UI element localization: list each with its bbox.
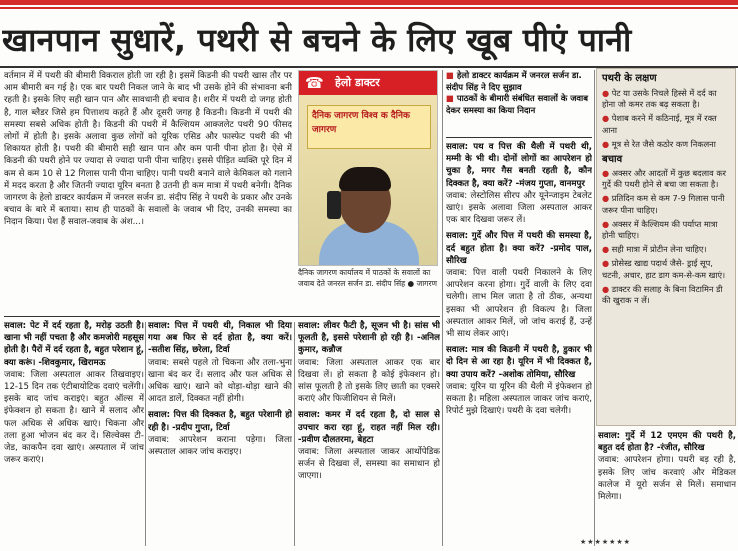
question: सवाल: गुर्दे और पित्त में पथरी की समस्या है, दर्द बहुत होता है। क्या करें? -प्रमोद पाल, सौरिख [446, 231, 592, 266]
answer: जवाब: पित्त वाली पथरी निकालने के लिए आपरेशन करना होगा। गुर्दे वाली के लिए दवा चलेगी। लाभ मिल जाता है तो ठीक, अन्यथा इसका भी आपरेशन ही विकल्प है। जिला अस्पताल आकर मिलें, जो जांच कराई हैं, उन्हें भी साथ लेकर आएं। [446, 268, 592, 340]
question: सवाल: पित्त की दिक्कत है, बहुत परेशानी हो रही है। -प्रदीप गुप्ता, टिर्वा [148, 410, 292, 433]
helo-doctor-banner [299, 71, 438, 95]
answer: जवाब: सबसे पहले तो चिकना और तला-भुना खाना बंद कर दें। सलाद और फल अधिक से अधिक खाएं। खाने को थोड़ा-थोड़ा खाने की आदत डालें, दिक्कत नहीं होगी। [148, 357, 292, 405]
bullet-icon: ● [602, 283, 612, 294]
photo-sign-text: दैनिक जागरण विश्व क दैनिक जागरण [307, 105, 431, 149]
summary-points [446, 70, 592, 136]
prevention-item: ● डाक्टर की सलाह के बिना विटामिन डी की खुराक न लें। [602, 283, 723, 306]
symptom-item: ● मूत्र से रेत जैसे कठोर कण निकलना [602, 138, 716, 149]
answer: जवाब: जिला अस्पताल आकर तिखवाइए। 12-15 दिन तक एंटीबायोटिक दवाएं चलेंगी। इसके बाद जांच कराइएं। बहुत ऑल्स में इंफेक्शन हो सकता है। खाने में सलाद और फल अधिक से अधिक खाएं। चिकना और तला हुआ भोजन बंद कर दें। सिल्वेक्स टी-जेड, काकपैन दवा खाएं। अस्पताल में जांच जरूर कराएं। [4, 369, 144, 466]
qa-column-3 [298, 320, 440, 548]
symptom-item: ● पेट या उसके निचले हिस्से में दर्द का होना जो कमर तक बढ़ सकता है। [602, 88, 717, 110]
prevention-item: ● अक्सर में कैल्शियम की पर्याप्त मात्रा होनी चाहिए। [602, 218, 718, 241]
page-headline: खानपान सुधारें, पथरी से बचने के लिए खूब पीएं पानी [2, 21, 632, 59]
qa-column-2 [148, 320, 292, 548]
section-rule [4, 316, 440, 317]
question: सवाल: गुर्दे में 12 एमएम की पथरी है, बहुत दर्द होता है? -रंजीत, सौरिख [598, 431, 736, 454]
bullet-icon: ■ [446, 93, 457, 103]
column-divider [145, 322, 146, 546]
answer: जवाब: जिला अस्पताल जाकर आर्थोपेडिक सर्जन से दिखवा लें, समस्या का समाधान हो जाएगा। [298, 447, 440, 482]
summary-rule [446, 137, 592, 138]
intro-article [4, 70, 292, 315]
bullet-icon: ● [602, 193, 612, 204]
mobile-phone-icon [327, 191, 341, 219]
bullet-icon: ● [602, 138, 612, 149]
prevention-item: ● सही मात्रा में प्रोटीन लेना चाहिए। [602, 244, 707, 255]
prevention-title: बचाव [602, 154, 623, 166]
bullet-icon: ● [602, 113, 612, 124]
top-red-rule [0, 0, 738, 5]
intro-text: वर्तमान में में पथरी की बीमारी विकराल होती जा रही है। इसमें किडनी की पथरी खास तौर पर आम बीमारी बन गई है। एक बार पथरी निकल जाने के बाद भी उसके होने की संभावना बनी रहती है। इसके लिए सही खान पान और सावधानी ही बचाव है। शरीर में पथरी दो जगह होती है, गाल ब्लैडर जिसे हम पित्ताशय कहते हैं और दूसरी जगह है किडनी। किडनी में पथरी की समस्या सबसे अधिक होती है। किडनी की पथरी में कैल्शियम आक्जलेट पथरी 90 फीसद लोगों में होती है। इसके अलावा कुछ लोगों को यूरिक एसिड और फास्फेट पथरी की भी शिकायत होती है। पथरी की बीमारी सही खान पान और कम पानी पीना होता है। ऐसे में किडनी की पथरी होने पर ज्यादा से ज्यादा पानी पीना चाहिए। इससे पीड़ित व्यक्ति पूरे दिन में कम से कम 10 से 12 गिलास पानी पीना चाहिए। पानी पथरी बनाने वाले केमिकल को गलाने में मदद करता है और जितनी ज्यादा यूरिन बनता है उतनी ही कम मात्रा में पथरी बनेगी। दैनिक जागरण के हेलो डाक्टर कार्यक्रम में जनरल सर्जन डा. संदीप सिंह ने पथरी के प्रकार और उनके बचाव के बारे में बताया। साथ ही पाठकों के सवालों के जवाब भी दिए, उनकी समस्या का निदान किया। पेश हैं सवाल-जवाब के अंश...। [4, 71, 292, 228]
qa-column-4 [446, 141, 592, 548]
answer: जवाब: यूरिन या यूरिन की थैली में इंफेक्शन हो सकता है। महिला अस्पताल जाकर जांच कराएं, रिपोर्ट मुझे दिखाएं। पथरी के दवा चलेगी। [446, 381, 592, 417]
question: सवाल: लीवर फैटी है, सूजन भी है। सांस भी फूलती है, इससे परेशानी हो रही है। -अनिल कुमार, कन्नौज [298, 321, 440, 356]
answer: जवाब: जिला अस्पताल आकर एक बार दिखवा लें। हो सकता है कोई इंफेक्शन हो। सांस फूलती है तो इसके लिए छाती का एक्सरे कराएं और फिजीशियन से मिलें। [298, 357, 440, 405]
question: सवाल: पित्त में पथरी थी, निकाल भी दिया गया अब फिर से दर्द होता है, क्या करें। -सतीश सिंह, छरेला, टिर्वा [148, 321, 292, 356]
symptoms-sidebar [596, 68, 736, 426]
bullet-icon: ● [602, 258, 612, 269]
symptom-item: ● पेशाब करने में कठिनाई, मूत्र में रक्त आना [602, 113, 717, 135]
question: सवाल: मात्र की किडनी में पथरी है, डुकार भी दो दिन से आ रहा है। यूरिन में भी दिक्कत है, क्या उपाय करें? -अशोक तोमिया, सौरिख [446, 345, 592, 380]
prevention-item: ● प्रतिदिन कम से कम 7-9 गिलास पानी जरूर पीना चाहिए। [602, 193, 725, 215]
bullet-icon: ● [602, 218, 612, 229]
question: सवाल: पेट में दर्द रहता है, मरोड़ उठती है। खाना भी नहीं पचता है और कमजोरी महसूस होती है। पैरों में दर्द रहता है, बहुत परेशान हूं, क्या करूं। -शिवकुमार, खिरामऊ [4, 321, 144, 368]
symptoms-title: पथरी के लक्षण [602, 73, 657, 84]
prevention-item: ● अक्सर और आदतों में कुछ बदलाव कर गुर्दे की पथरी होने से बचा जा सकता है। [602, 168, 726, 190]
answer: जवाब: आपरेशन होगा। पथरी बड़ रही है, इसके लिए जांच करवाएं और मेडिकल कालेज में यूरो सर्जन से मिलें। समाधान मिलेगा। [598, 455, 736, 503]
footer-marks: ★★★★★★★ [580, 538, 631, 546]
photo-caption: दैनिक जागरण कार्यालय में पाठकों के सवालों का जवाब देते जनरल सर्जन डा. संदीप सिंह ● जागरण [298, 268, 438, 288]
prevention-item: ● प्रोसेस्ड खाद्य पदार्थ जैसे- ड्राई सूप, चटनी, अचार, हाट डाग कम-से-कम खाएं। [602, 258, 726, 280]
question: सवाल: कमर में दर्द रहता है, दो साल से उपचार करा रहा हूं, राहत नहीं मिल रही। -प्रवीण दौलतरमा, बेहटा [298, 410, 440, 445]
phone-icon: ☎ [305, 74, 324, 92]
qa-column-5 [598, 430, 736, 548]
column-divider [442, 70, 443, 546]
answer: जवाब: लेस्टोलिस सीरप और यूनेन्जाइम टेबलेट खाएं। इसके अलावा जिला अस्पताल आकर एक बार दिखवा जरूर लें। [446, 190, 592, 226]
doctor-photo [298, 70, 438, 266]
summary-point: ■ हेलो डाक्टर कार्यक्रम में जनरल सर्जन डा. संदीप सिंह ने दिए सुझाव [446, 70, 582, 92]
qa-column-1 [4, 320, 144, 548]
helo-doctor-label: हेलो डाक्टर [335, 76, 380, 89]
top-red-rule-thin [0, 7, 738, 9]
bullet-icon: ■ [446, 70, 457, 80]
question: सवाल: पथ व पित्त की थैली में पथरी थी, मम्मी के भी थी। दोनों लोगों का आपरेशन हो चुका है, मगर गैस बनती रहती है, कौन दिक्कत है, क्या करें? -मंजय गुप्ता, वानमपुर [446, 142, 592, 189]
person-hair [339, 167, 391, 191]
bullet-icon: ● [602, 244, 612, 255]
column-divider [294, 322, 295, 546]
column-divider [594, 70, 595, 546]
summary-point: ■ पाठकों के बीमारी संबंधित सवालों के जवाब देकर समस्या का किया निदान [446, 93, 589, 115]
bullet-icon: ● [602, 168, 612, 179]
answer: जवाब: आपरेशन कराना पड़ेगा। जिला अस्पताल आकर जांच कराइए। [148, 434, 292, 458]
bullet-icon: ● [602, 88, 612, 98]
